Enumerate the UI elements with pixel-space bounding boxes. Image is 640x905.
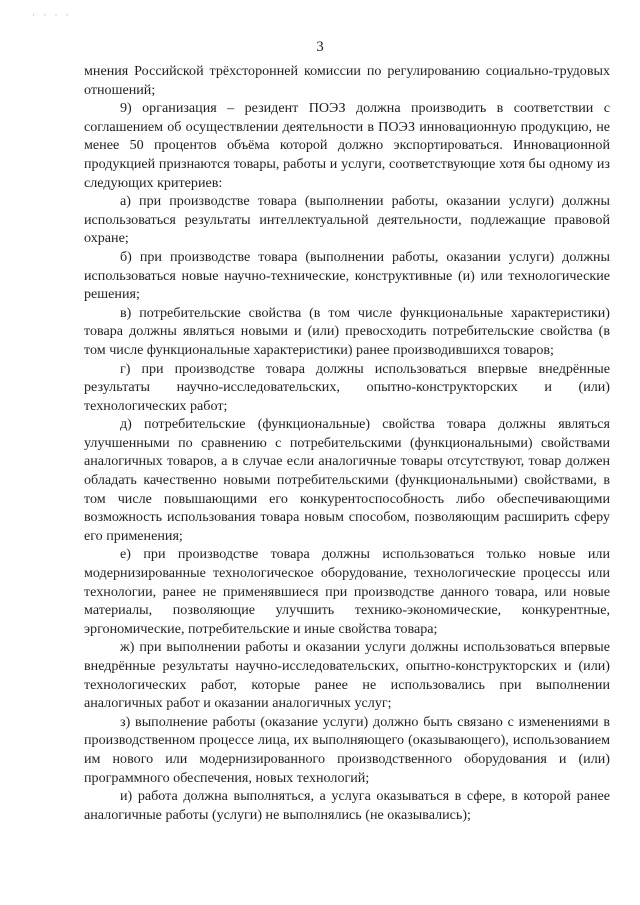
paragraph-criterion-z: з) выполнение работы (оказание услуги) должно быть связано с изменениями в производственном процессе лица, их выполняющего (оказывающего), использованием им нового или модернизированного производственного оборудования и (или) программного обеспечения, новых технологий; — [84, 713, 610, 786]
paragraph-item-9: 9) организация – резидент ПОЭЗ должна производить в соответствии с соглашением об осуществлении деятельности в ПОЭЗ инновационную продукцию, не менее 50 процентов объёма которой должно экспортироваться. Инновационной продукцией признаются товары, работы и услуги, соответствующие хотя бы одному из следующих критериев: — [84, 100, 610, 191]
paragraph-criterion-zh: ж) при выполнении работы и оказании услуги должны использоваться впервые внедрённые результаты научно-исследовательских, опытно-конструкторских и (или) технологических работ, которые ранее не использовались при выполнении аналогичных работ и оказании аналогичных услуг; — [84, 639, 610, 712]
paragraph-continuation: мнения Российской трёхсторонней комиссии по регулированию социально-трудовых отношений; — [84, 63, 610, 98]
scan-artifact-marks: · · · · — [32, 10, 72, 20]
paragraph-criterion-g: г) при производстве товара должны использоваться впервые внедрённые результаты научно-исследовательских, опытно-конструкторских и (или) технологических работ; — [84, 360, 610, 414]
document-body — [84, 62, 610, 824]
paragraph-criterion-a: а) при производстве товара (выполнении работы, оказании услуги) должны использоваться результаты интеллектуальной деятельности, подлежащие правовой охране; — [84, 193, 610, 247]
paragraph-criterion-d: д) потребительские (функциональные) свойства товара должны являться улучшенными по сравнению с потребительскими (функциональными) свойствами аналогичных товаров, а в случае если аналогичные товары отсутствуют, товар должен обладать качественно новыми потребительскими (функциональными) свойствами, в том числе повышающими его конкурентоспособность либо обеспечивающими возможность использования товара новым способом, позволяющим расширить сферу его применения; — [84, 416, 610, 544]
paragraph-criterion-i: и) работа должна выполняться, а услуга оказываться в сфере, в которой ранее аналогичные работы (услуги) не выполнялись (не оказывались); — [84, 788, 610, 823]
paragraph-criterion-b: б) при производстве товара (выполнении работы, оказании услуги) должны использоваться новые научно-технические, конструктивные (и) или технологические решения; — [84, 248, 610, 303]
paragraph-criterion-e: е) при производстве товара должны использоваться только новые или модернизированные технологическое оборудование, технологические процессы или технологии, ранее не применявшиеся при производстве данного товара, или новые материалы, позволяющие улучшить технико-экономические, конкурентные, эргономические, потребительские и иные свойства товара; — [84, 546, 610, 637]
paragraph-criterion-v: в) потребительские свойства (в том числе функциональные характеристики) товара должны являться новыми и (или) превосходить потребительские свойства (в том числе функциональные характеристики) ранее производившихся товаров; — [84, 304, 610, 358]
page-number: 3 — [316, 39, 324, 55]
